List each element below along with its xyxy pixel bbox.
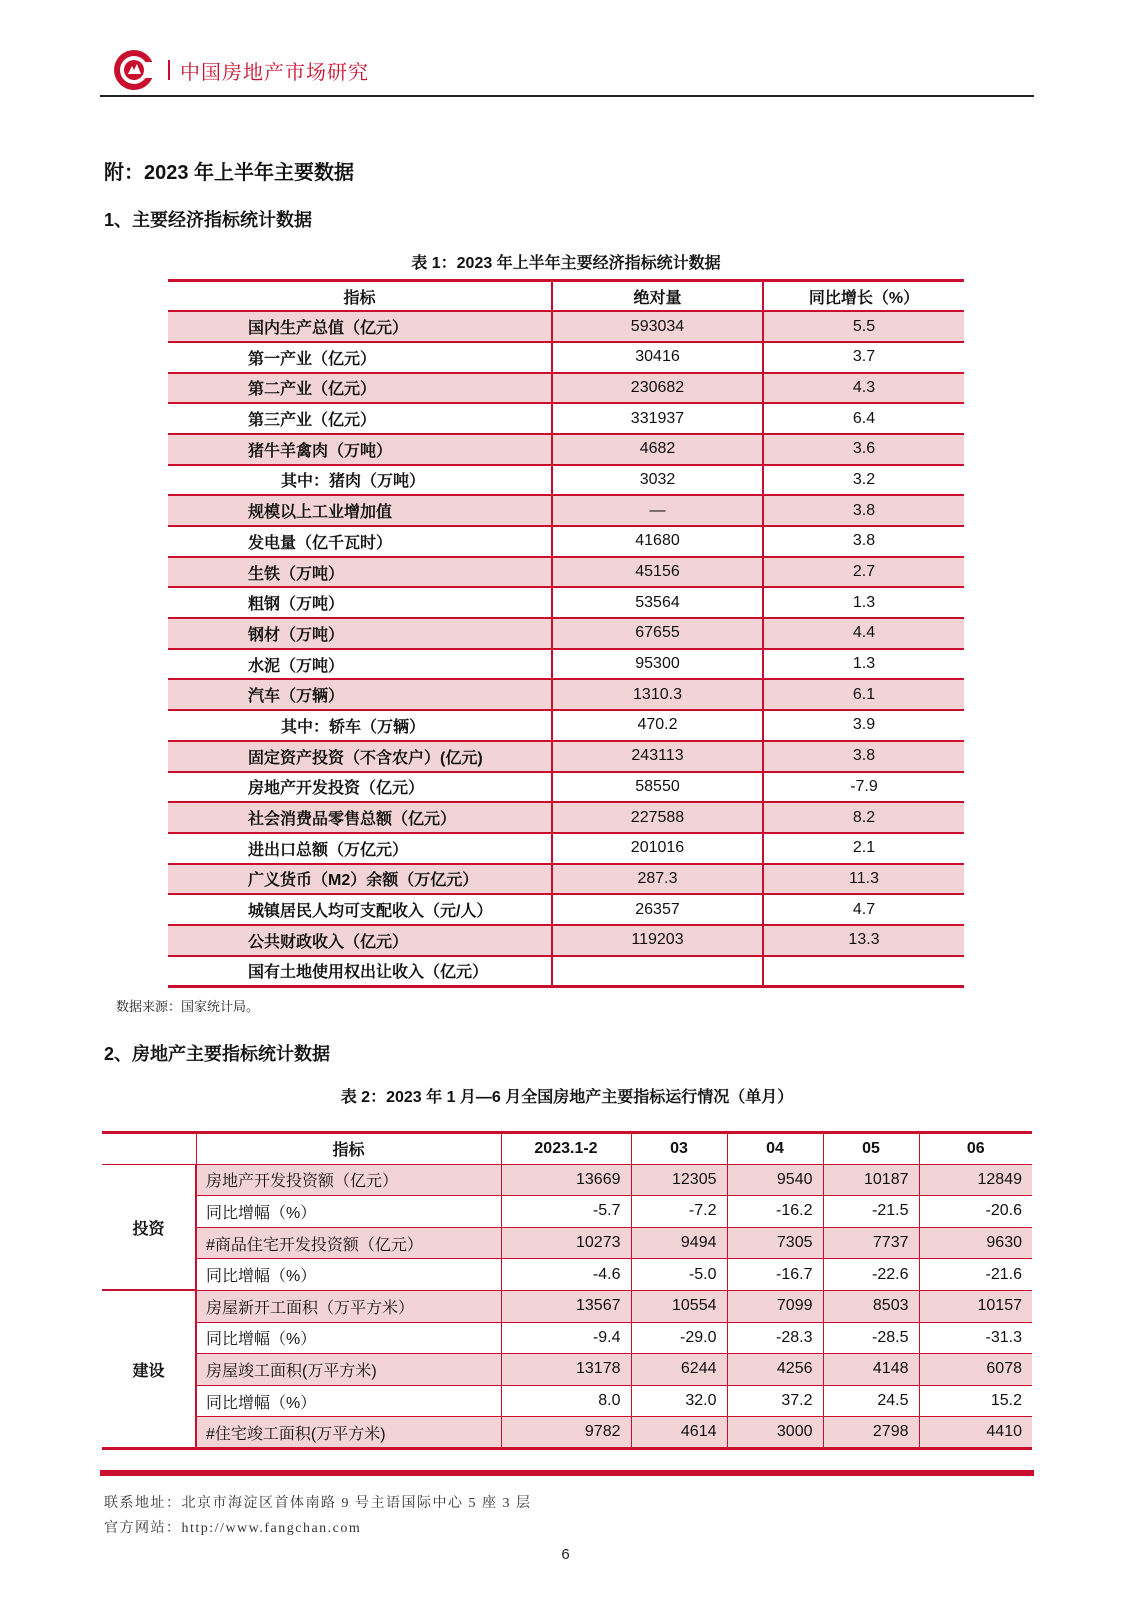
- indicator-name: 城镇居民人均可支配收入（元/人）: [168, 894, 552, 925]
- indicator-name: 进出口总额（万亿元）: [168, 833, 552, 864]
- indicator-name: #住宅竣工面积(万平方米): [196, 1417, 501, 1449]
- absolute-value: 593034: [552, 311, 763, 342]
- month-value: -31.3: [919, 1322, 1032, 1354]
- absolute-value: 45156: [552, 557, 763, 588]
- absolute-value: 227588: [552, 802, 763, 833]
- yoy-growth: 2.1: [763, 833, 964, 864]
- indicator-name: 粗钢（万吨）: [168, 587, 552, 618]
- month-value: 2798: [823, 1417, 919, 1449]
- absolute-value: 26357: [552, 894, 763, 925]
- table-row: [168, 802, 964, 833]
- yoy-growth: 3.7: [763, 342, 964, 373]
- column-header: 2023.1-2: [501, 1133, 631, 1165]
- yoy-growth: 1.3: [763, 649, 964, 680]
- table-row: [102, 1164, 1032, 1196]
- absolute-value: 470.2: [552, 710, 763, 741]
- indicator-name: 国内生产总值（亿元）: [168, 311, 552, 342]
- table-row: [102, 1354, 1032, 1386]
- month-value: 8503: [823, 1290, 919, 1322]
- indicator-name: 同比增幅（%）: [196, 1385, 501, 1417]
- yoy-growth: 6.4: [763, 403, 964, 434]
- month-value: -21.5: [823, 1196, 919, 1228]
- yoy-growth: 4.4: [763, 618, 964, 649]
- indicator-name: 同比增幅（%）: [196, 1259, 501, 1291]
- month-value: -5.0: [631, 1259, 727, 1291]
- month-value: 10157: [919, 1290, 1032, 1322]
- indicator-name: 同比增幅（%）: [196, 1196, 501, 1228]
- indicator-name: 规模以上工业增加值: [168, 495, 552, 526]
- absolute-value: 53564: [552, 587, 763, 618]
- month-value: 9494: [631, 1227, 727, 1259]
- yoy-growth: 13.3: [763, 925, 964, 956]
- absolute-value: —: [552, 495, 763, 526]
- month-value: 3000: [727, 1417, 823, 1449]
- month-value: 15.2: [919, 1385, 1032, 1417]
- table-row: [168, 311, 964, 342]
- month-value: 7305: [727, 1227, 823, 1259]
- indicator-name: 其中：猪肉（万吨）: [168, 465, 552, 496]
- month-value: 9782: [501, 1417, 631, 1449]
- table-row: [102, 1196, 1032, 1228]
- yoy-growth: 3.6: [763, 434, 964, 465]
- month-value: -16.2: [727, 1196, 823, 1228]
- month-value: 10554: [631, 1290, 727, 1322]
- month-value: -16.7: [727, 1259, 823, 1291]
- header-rule: [100, 95, 1034, 97]
- indicator-name: 房屋竣工面积(万平方米): [196, 1354, 501, 1386]
- absolute-value: 119203: [552, 925, 763, 956]
- footer-rule: [100, 1470, 1034, 1476]
- absolute-value: 4682: [552, 434, 763, 465]
- absolute-value: 95300: [552, 649, 763, 680]
- yoy-growth: 4.3: [763, 373, 964, 404]
- table-row: [102, 1259, 1032, 1291]
- column-header: 指标: [168, 281, 552, 312]
- indicator-name: 固定资产投资（不含农户）(亿元): [168, 741, 552, 772]
- absolute-value: 201016: [552, 833, 763, 864]
- month-value: -21.6: [919, 1259, 1032, 1291]
- yoy-growth: -7.9: [763, 772, 964, 803]
- yoy-growth: 3.8: [763, 526, 964, 557]
- month-value: 4614: [631, 1417, 727, 1449]
- source-note: 数据来源：国家统计局。: [116, 999, 260, 1014]
- month-value: 10187: [823, 1164, 919, 1196]
- table-row: [168, 495, 964, 526]
- brand-name: 中国房地产市场研究: [180, 62, 369, 84]
- month-value: 10273: [501, 1227, 631, 1259]
- indicator-name: 发电量（亿千瓦时）: [168, 526, 552, 557]
- table-row: [102, 1417, 1032, 1449]
- contact-address: 联系地址：北京市海淀区首体南路 9 号主语国际中心 5 座 3 层: [104, 1496, 532, 1511]
- month-value: 13669: [501, 1164, 631, 1196]
- month-value: 9630: [919, 1227, 1032, 1259]
- brand-divider: [168, 60, 170, 80]
- indicator-name: 国有土地使用权出让收入（亿元）: [168, 956, 552, 987]
- economic-indicators-table: [168, 279, 964, 988]
- month-value: 6244: [631, 1354, 727, 1386]
- table-row: [168, 649, 964, 680]
- absolute-value: 1310.3: [552, 679, 763, 710]
- month-value: 4256: [727, 1354, 823, 1386]
- indicator-name: 其中：轿车（万辆）: [168, 710, 552, 741]
- table-row: [102, 1385, 1032, 1417]
- indicator-name: 生铁（万吨）: [168, 557, 552, 588]
- group-label: 投资: [102, 1164, 196, 1290]
- table-row: [168, 864, 964, 895]
- table-row: [168, 373, 964, 404]
- table1-caption: 表 1：2023 年上半年主要经济指标统计数据: [411, 255, 721, 272]
- month-value: 12849: [919, 1164, 1032, 1196]
- yoy-growth: 2.7: [763, 557, 964, 588]
- table-row: [102, 1322, 1032, 1354]
- month-value: -4.6: [501, 1259, 631, 1291]
- section1-heading: 1、主要经济指标统计数据: [104, 210, 313, 230]
- yoy-growth: 5.5: [763, 311, 964, 342]
- table-row: [168, 679, 964, 710]
- table-header-row: [102, 1133, 1032, 1165]
- yoy-growth: 3.2: [763, 465, 964, 496]
- indicator-name: 社会消费品零售总额（亿元）: [168, 802, 552, 833]
- absolute-value: 243113: [552, 741, 763, 772]
- table-row: [168, 894, 964, 925]
- absolute-value: [552, 956, 763, 987]
- indicator-name: 同比增幅（%）: [196, 1322, 501, 1354]
- indicator-name: 第一产业（亿元）: [168, 342, 552, 373]
- month-value: 12305: [631, 1164, 727, 1196]
- indicator-name: 第三产业（亿元）: [168, 403, 552, 434]
- absolute-value: 230682: [552, 373, 763, 404]
- yoy-growth: 6.1: [763, 679, 964, 710]
- column-header: 06: [919, 1133, 1032, 1165]
- table-row: [168, 526, 964, 557]
- table-row: [168, 618, 964, 649]
- indicator-name: 第二产业（亿元）: [168, 373, 552, 404]
- month-value: 6078: [919, 1354, 1032, 1386]
- month-value: 24.5: [823, 1385, 919, 1417]
- table-row: [168, 710, 964, 741]
- table-row: [168, 833, 964, 864]
- column-header: 指标: [196, 1133, 501, 1165]
- table-row: [168, 587, 964, 618]
- table-row: [168, 925, 964, 956]
- table2-caption: 表 2：2023 年 1 月—6 月全国房地产主要指标运行情况（单月）: [340, 1089, 794, 1106]
- group-header-blank: [102, 1133, 196, 1165]
- column-header: 绝对量: [552, 281, 763, 312]
- table-row: [102, 1227, 1032, 1259]
- month-value: -20.6: [919, 1196, 1032, 1228]
- indicator-name: 水泥（万吨）: [168, 649, 552, 680]
- yoy-growth: 3.9: [763, 710, 964, 741]
- yoy-growth: 4.7: [763, 894, 964, 925]
- column-header: 05: [823, 1133, 919, 1165]
- absolute-value: 67655: [552, 618, 763, 649]
- indicator-name: 房屋新开工面积（万平方米）: [196, 1290, 501, 1322]
- indicator-name: 汽车（万辆）: [168, 679, 552, 710]
- column-header: 03: [631, 1133, 727, 1165]
- table-row: [102, 1290, 1032, 1322]
- month-value: 13178: [501, 1354, 631, 1386]
- absolute-value: 30416: [552, 342, 763, 373]
- month-value: 4410: [919, 1417, 1032, 1449]
- month-value: 7737: [823, 1227, 919, 1259]
- official-website: 官方网站：http://www.fangchan.com: [104, 1521, 362, 1536]
- month-value: -28.5: [823, 1322, 919, 1354]
- table-row: [168, 403, 964, 434]
- table-row: [168, 342, 964, 373]
- month-value: 37.2: [727, 1385, 823, 1417]
- real-estate-indicators-table: [102, 1131, 1032, 1450]
- indicator-name: 钢材（万吨）: [168, 618, 552, 649]
- yoy-growth: [763, 956, 964, 987]
- month-value: 13567: [501, 1290, 631, 1322]
- month-value: -5.7: [501, 1196, 631, 1228]
- month-value: 32.0: [631, 1385, 727, 1417]
- indicator-name: 猪牛羊禽肉（万吨）: [168, 434, 552, 465]
- month-value: -22.6: [823, 1259, 919, 1291]
- table-row: [168, 465, 964, 496]
- month-value: 8.0: [501, 1385, 631, 1417]
- indicator-name: 公共财政收入（亿元）: [168, 925, 552, 956]
- table-row: [168, 741, 964, 772]
- month-value: 9540: [727, 1164, 823, 1196]
- table-header-row: [168, 281, 964, 312]
- page-number: 6: [561, 1546, 570, 1563]
- table-row: [168, 956, 964, 987]
- yoy-growth: 11.3: [763, 864, 964, 895]
- absolute-value: 287.3: [552, 864, 763, 895]
- month-value: -7.2: [631, 1196, 727, 1228]
- indicator-name: 广义货币（M2）余额（万亿元）: [168, 864, 552, 895]
- fangchan-logo-icon: [112, 48, 156, 92]
- section2-heading: 2、房地产主要指标统计数据: [104, 1044, 331, 1064]
- month-value: -29.0: [631, 1322, 727, 1354]
- yoy-growth: 1.3: [763, 587, 964, 618]
- group-label: 建设: [102, 1290, 196, 1448]
- month-value: -9.4: [501, 1322, 631, 1354]
- table-row: [168, 557, 964, 588]
- yoy-growth: 3.8: [763, 741, 964, 772]
- absolute-value: 3032: [552, 465, 763, 496]
- month-value: 7099: [727, 1290, 823, 1322]
- table-row: [168, 434, 964, 465]
- month-value: -28.3: [727, 1322, 823, 1354]
- table-row: [168, 772, 964, 803]
- page-header: [100, 46, 1034, 98]
- absolute-value: 41680: [552, 526, 763, 557]
- page-heading: 附：2023 年上半年主要数据: [104, 162, 355, 184]
- column-header: 04: [727, 1133, 823, 1165]
- yoy-growth: 8.2: [763, 802, 964, 833]
- indicator-name: 房地产开发投资（亿元）: [168, 772, 552, 803]
- absolute-value: 331937: [552, 403, 763, 434]
- month-value: 4148: [823, 1354, 919, 1386]
- yoy-growth: 3.8: [763, 495, 964, 526]
- indicator-name: #商品住宅开发投资额（亿元）: [196, 1227, 501, 1259]
- absolute-value: 58550: [552, 772, 763, 803]
- indicator-name: 房地产开发投资额（亿元）: [196, 1164, 501, 1196]
- column-header: 同比增长（%）: [763, 281, 964, 312]
